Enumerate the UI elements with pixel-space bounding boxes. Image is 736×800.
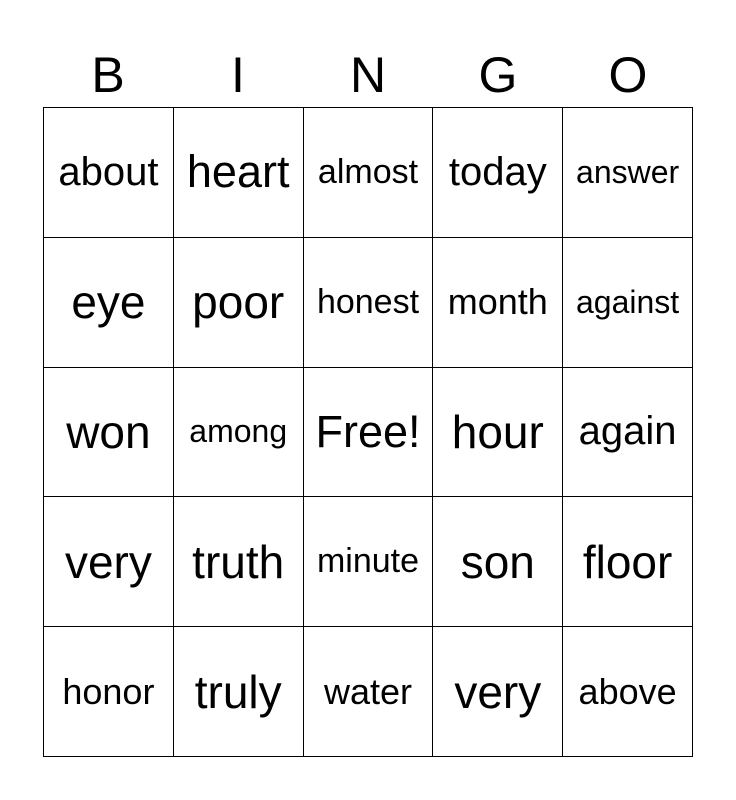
bingo-cell[interactable] [304,238,434,368]
bingo-cell[interactable] [44,238,174,368]
cell-word: above [578,670,677,712]
cell-word: water [323,670,412,712]
cell-word: eye [71,276,146,329]
free-space-cell[interactable] [304,368,434,498]
cell-word: again [578,409,677,454]
cell-word: against [576,283,680,320]
cell-word: today [448,149,547,194]
cell-word: honor [62,670,155,712]
cell-word: about [58,149,159,194]
header-letter-b: B [91,47,125,103]
cell-word: son [460,535,535,588]
cell-word: truly [194,665,282,718]
cell-word: heart [186,146,290,198]
cell-word: won [66,405,151,458]
bingo-cell[interactable] [174,108,304,238]
cell-word: truth [192,535,285,588]
bingo-cell[interactable] [174,627,304,757]
header-letter-g: G [478,47,518,103]
cell-word: answer [576,153,680,190]
bingo-cell[interactable] [44,368,174,498]
bingo-cell[interactable] [174,497,304,627]
header-letter-i: I [231,47,245,103]
bingo-cell[interactable] [304,108,434,238]
bingo-cell[interactable] [563,108,693,238]
cell-word: very [454,665,542,718]
cell-word: honest [316,282,420,321]
bingo-cell[interactable] [44,627,174,757]
bingo-cell[interactable] [433,368,563,498]
cell-word: almost [317,152,419,191]
cell-word: very [64,535,152,588]
bingo-grid [43,107,693,757]
bingo-cell[interactable] [304,627,434,757]
bingo-cell[interactable] [304,497,434,627]
bingo-cell[interactable] [44,497,174,627]
header-letter-n: N [349,47,387,103]
bingo-cell[interactable] [563,497,693,627]
bingo-cell[interactable] [433,238,563,368]
bingo-cell[interactable] [433,627,563,757]
bingo-cell[interactable] [174,238,304,368]
cell-word: among [189,413,288,450]
cell-word: poor [192,276,285,329]
cell-word: hour [451,405,544,458]
bingo-cell[interactable] [174,368,304,498]
cell-word: floor [582,535,673,588]
free-space-label: Free! [315,405,421,457]
cell-word: minute [316,542,420,581]
bingo-cell[interactable] [433,497,563,627]
bingo-cell[interactable] [433,108,563,238]
bingo-cell[interactable] [563,238,693,368]
bingo-cell[interactable] [563,627,693,757]
bingo-cell[interactable] [44,108,174,238]
header-letter-o: O [608,47,648,103]
cell-word: month [447,281,548,323]
bingo-header [43,44,693,106]
bingo-cell[interactable] [563,368,693,498]
